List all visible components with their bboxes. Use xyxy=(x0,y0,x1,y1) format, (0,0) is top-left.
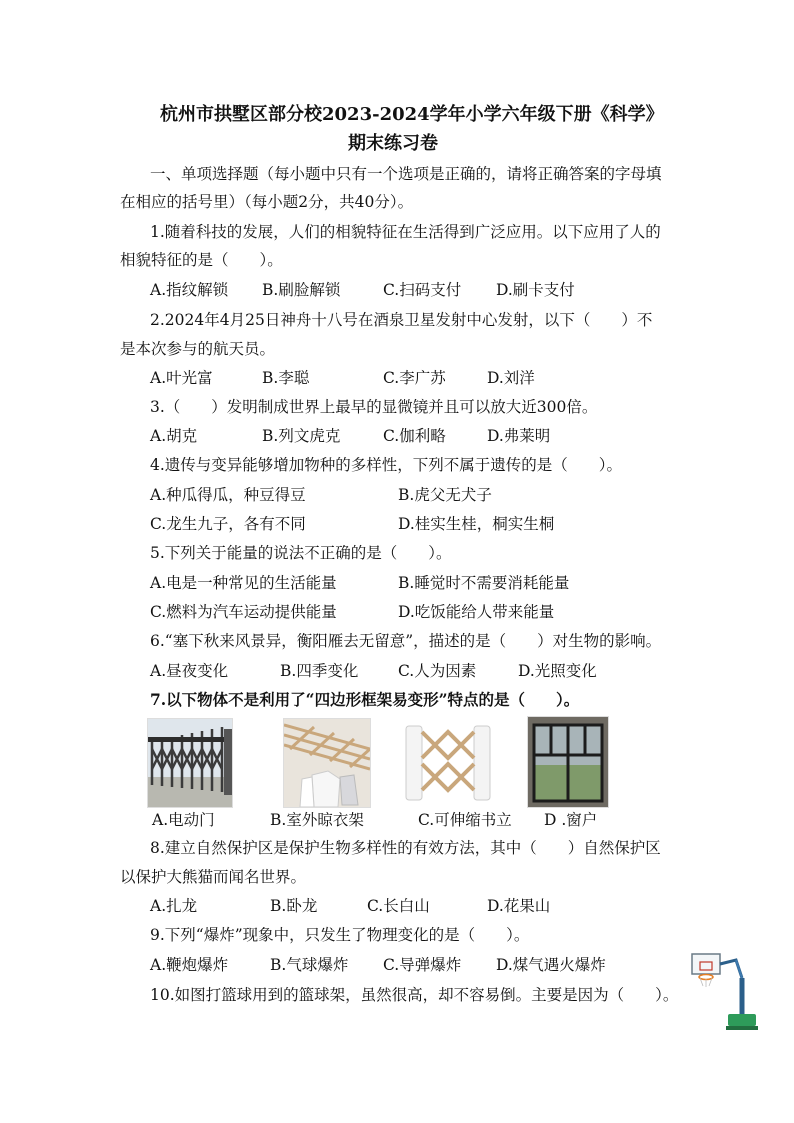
q3-option-c[interactable]: C.伽利略 xyxy=(383,427,446,445)
q1-option-d[interactable]: D.刷卡支付 xyxy=(496,281,575,299)
q9-option-a[interactable]: A.鞭炮爆炸 xyxy=(150,956,229,974)
q5-option-b[interactable]: B.睡觉时不需要消耗能量 xyxy=(398,574,570,592)
window-image[interactable] xyxy=(527,716,609,808)
q2-option-d[interactable]: D.刘洋 xyxy=(487,369,535,387)
q8-option-d[interactable]: D.花果山 xyxy=(487,897,551,915)
clothes-rack-image[interactable] xyxy=(283,718,371,808)
question-10: 10.如图打篮球用到的篮球架，虽然很高，却不容易倒。主要是因为（ ）。 xyxy=(150,986,679,1004)
q1-option-a[interactable]: A.指纹解锁 xyxy=(150,281,229,299)
q4-option-a[interactable]: A.种瓜得瓜，种豆得豆 xyxy=(150,486,306,504)
q6-option-c[interactable]: C.人为因素 xyxy=(398,662,477,680)
q4-option-c[interactable]: C.龙生九子，各有不同 xyxy=(150,515,306,533)
q5-option-c[interactable]: C.燃料为汽车运动提供能量 xyxy=(150,603,337,621)
q7-option-c[interactable]: C.可伸缩书立 xyxy=(418,811,512,829)
question-1-cont: 相貌特征的是（ ）。 xyxy=(120,251,283,269)
question-3: 3.（ ）发明制成世界上最早的显微镜并且可以放大近300倍。 xyxy=(150,398,598,416)
q6-option-d[interactable]: D.光照变化 xyxy=(518,662,597,680)
question-8-cont: 以保护大熊猫而闻名世界。 xyxy=(120,868,307,886)
q8-option-a[interactable]: A.扎龙 xyxy=(150,897,198,915)
q4-option-d[interactable]: D.桂实生桂，桐实生桐 xyxy=(398,515,555,533)
q3-option-d[interactable]: D.弗莱明 xyxy=(487,427,551,445)
q5-option-d[interactable]: D.吃饭能给人带来能量 xyxy=(398,603,555,621)
q5-option-a[interactable]: A.电是一种常见的生活能量 xyxy=(150,574,337,592)
electric-gate-image[interactable] xyxy=(147,718,233,808)
question-1: 1.随着科技的发展，人们的相貌特征在生活得到广泛应用。以下应用了人的 xyxy=(150,223,661,241)
basketball-stand-image[interactable] xyxy=(690,950,762,1034)
question-2: 2.2024年4月25日神舟十八号在酒泉卫星发射中心发射，以下（ ）不 xyxy=(150,311,653,329)
question-9: 9.下列“爆炸”现象中，只发生了物理变化的是（ ）。 xyxy=(150,926,530,944)
q7-option-a[interactable]: A.电动门 xyxy=(152,811,215,829)
q9-option-d[interactable]: D.煤气遇火爆炸 xyxy=(496,956,606,974)
q9-option-b[interactable]: B.气球爆炸 xyxy=(270,956,349,974)
q8-option-c[interactable]: C.长白山 xyxy=(367,897,430,915)
section-header: 一、单项选择题（每小题中只有一个选项是正确的，请将正确答案的字母填 xyxy=(150,165,662,183)
q2-option-b[interactable]: B.李聪 xyxy=(262,369,310,387)
page-subtitle: 期末练习卷 xyxy=(348,133,438,154)
question-5: 5.下列关于能量的说法不正确的是（ ）。 xyxy=(150,544,452,562)
q3-option-a[interactable]: A.胡克 xyxy=(150,427,198,445)
q2-option-c[interactable]: C.李广苏 xyxy=(383,369,446,387)
q2-option-a[interactable]: A.叶光富 xyxy=(150,369,213,387)
question-4: 4.遗传与变异能够增加物种的多样性，下列不属于遗传的是（ ）。 xyxy=(150,456,623,474)
q8-option-b[interactable]: B.卧龙 xyxy=(270,897,318,915)
q7-option-b[interactable]: B.室外晾衣架 xyxy=(270,811,364,829)
q4-option-b[interactable]: B.虎父无犬子 xyxy=(398,486,492,504)
q6-option-b[interactable]: B.四季变化 xyxy=(280,662,359,680)
question-2-cont: 是本次参与的航天员。 xyxy=(120,340,276,358)
q1-option-b[interactable]: B.刷脸解锁 xyxy=(262,281,341,299)
q1-option-c[interactable]: C.扫码支付 xyxy=(383,281,462,299)
q9-option-c[interactable]: C.导弹爆炸 xyxy=(383,956,462,974)
q6-option-a[interactable]: A.昼夜变化 xyxy=(150,662,229,680)
q7-option-d[interactable]: D .窗户 xyxy=(544,811,598,829)
question-8: 8.建立自然保护区是保护生物多样性的有效方法，其中（ ）自然保护区 xyxy=(150,839,661,857)
question-7: 7.以下物体不是利用了“四边形框架易变形”特点的是（ ）。 xyxy=(150,690,580,709)
q3-option-b[interactable]: B.列文虎克 xyxy=(262,427,341,445)
book-stand-image[interactable] xyxy=(404,718,492,806)
question-6: 6.“塞下秋来风景异，衡阳雁去无留意”，描述的是（ ）对生物的影响。 xyxy=(150,632,662,650)
page-title: 杭州市拱墅区部分校2023-2024学年小学六年级下册《科学》 xyxy=(160,104,664,125)
section-header-cont: 在相应的括号里）（每小题2分，共40分）。 xyxy=(120,193,414,211)
